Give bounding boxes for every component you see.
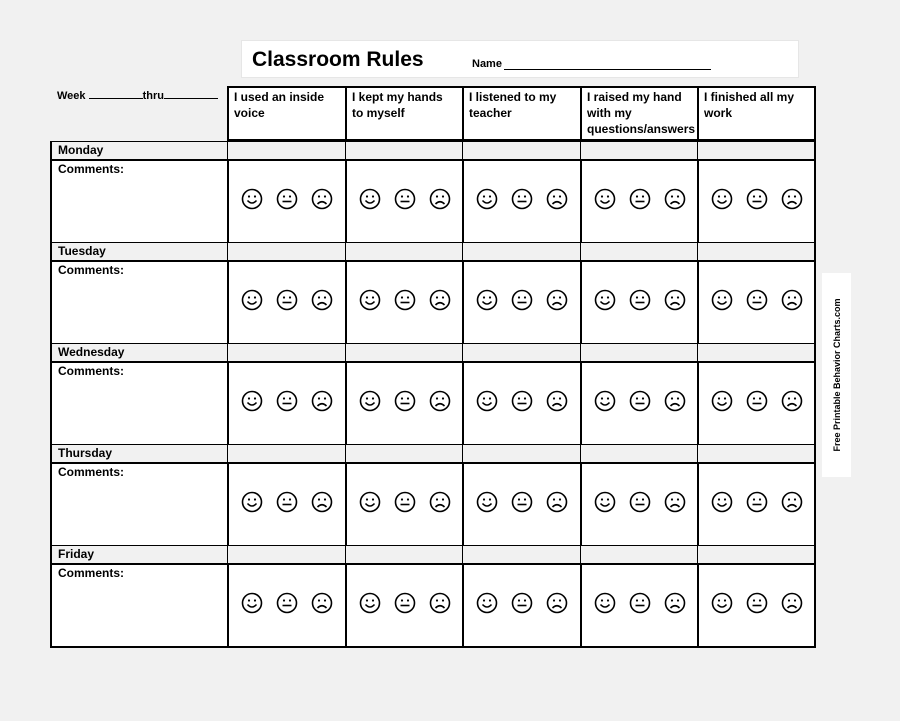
sad-face-icon[interactable] (429, 188, 451, 215)
rating-cell[interactable] (345, 563, 464, 648)
neutral-face-icon[interactable] (511, 390, 533, 417)
rule-header-1: I used an inside voice (227, 86, 347, 141)
neutral-face-icon[interactable] (629, 289, 651, 316)
rating-cell[interactable] (227, 462, 347, 547)
smiley-face-icon[interactable] (594, 188, 616, 215)
sad-face-icon[interactable] (546, 390, 568, 417)
smiley-face-icon[interactable] (594, 592, 616, 619)
rating-cell[interactable] (462, 260, 582, 345)
neutral-face-icon[interactable] (276, 188, 298, 215)
day-rating-header (697, 545, 816, 564)
rating-cell[interactable] (462, 563, 582, 648)
smiley-face-icon[interactable] (594, 289, 616, 316)
sad-face-icon[interactable] (664, 390, 686, 417)
smiley-face-icon[interactable] (476, 491, 498, 518)
neutral-face-icon[interactable] (629, 491, 651, 518)
sad-face-icon[interactable] (546, 289, 568, 316)
neutral-face-icon[interactable] (511, 289, 533, 316)
rating-cell[interactable] (580, 159, 699, 244)
watermark-text: Free Printable Behavior Charts.com (831, 298, 842, 452)
smiley-face-icon[interactable] (476, 390, 498, 417)
behavior-chart-grid (50, 86, 816, 645)
neutral-face-icon[interactable] (746, 491, 768, 518)
rule-header-3: I listened to my teacher (462, 86, 582, 141)
neutral-face-icon[interactable] (276, 289, 298, 316)
rating-cell[interactable] (580, 260, 699, 345)
smiley-face-icon[interactable] (711, 188, 733, 215)
name-field-line (504, 69, 711, 70)
sad-face-icon[interactable] (429, 390, 451, 417)
rule-header-4: I raised my hand with my questions/answers (580, 86, 699, 141)
sad-face-icon[interactable] (781, 289, 803, 316)
day-rating-header (462, 242, 581, 261)
sad-face-icon[interactable] (311, 289, 333, 316)
smiley-face-icon[interactable] (594, 390, 616, 417)
neutral-face-icon[interactable] (746, 592, 768, 619)
neutral-face-icon[interactable] (746, 188, 768, 215)
smiley-face-icon[interactable] (711, 592, 733, 619)
sad-face-icon[interactable] (781, 491, 803, 518)
day-rating-header (345, 545, 463, 564)
sad-face-icon[interactable] (781, 188, 803, 215)
smiley-face-icon[interactable] (241, 390, 263, 417)
rating-cell[interactable] (462, 462, 582, 547)
comments-cell (50, 563, 229, 648)
neutral-face-icon[interactable] (276, 491, 298, 518)
sad-face-icon[interactable] (546, 188, 568, 215)
day-rating-header (345, 242, 463, 261)
rating-cell[interactable] (227, 563, 347, 648)
comments-label: Comments: (58, 364, 125, 378)
day-rating-header (697, 343, 816, 362)
smiley-face-icon[interactable] (711, 289, 733, 316)
day-rating-header (227, 545, 346, 564)
day-rating-header (227, 242, 346, 261)
neutral-face-icon[interactable] (394, 592, 416, 619)
sad-face-icon[interactable] (664, 491, 686, 518)
neutral-face-icon[interactable] (629, 592, 651, 619)
rating-cell[interactable] (697, 260, 816, 345)
day-rating-header (345, 444, 463, 463)
day-rating-header (580, 242, 698, 261)
day-rating-header (580, 343, 698, 362)
smiley-face-icon[interactable] (594, 491, 616, 518)
rating-cell[interactable] (697, 462, 816, 547)
rating-cell[interactable] (227, 361, 347, 446)
comments-cell (50, 260, 229, 345)
smiley-face-icon[interactable] (476, 289, 498, 316)
page-title: Classroom Rules (252, 48, 424, 71)
day-label-tuesday: Tuesday (50, 242, 228, 261)
day-rating-header (345, 343, 463, 362)
smiley-face-icon[interactable] (476, 188, 498, 215)
comments-cell (50, 159, 229, 244)
smiley-face-icon[interactable] (241, 592, 263, 619)
sad-face-icon[interactable] (311, 188, 333, 215)
rating-cell[interactable] (227, 260, 347, 345)
neutral-face-icon[interactable] (394, 390, 416, 417)
sad-face-icon[interactable] (664, 592, 686, 619)
day-rating-header (227, 444, 346, 463)
smiley-face-icon[interactable] (711, 491, 733, 518)
day-rating-header (462, 141, 581, 160)
sad-face-icon[interactable] (664, 188, 686, 215)
smiley-face-icon[interactable] (241, 188, 263, 215)
rating-cell[interactable] (345, 462, 464, 547)
rating-cell[interactable] (580, 462, 699, 547)
day-label-monday: Monday (50, 141, 228, 160)
comments-label: Comments: (58, 162, 125, 176)
day-label-friday: Friday (50, 545, 228, 564)
day-rating-header (462, 444, 581, 463)
smiley-face-icon[interactable] (359, 491, 381, 518)
day-rating-header (697, 444, 816, 463)
neutral-face-icon[interactable] (511, 188, 533, 215)
sad-face-icon[interactable] (546, 592, 568, 619)
neutral-face-icon[interactable] (276, 390, 298, 417)
neutral-face-icon[interactable] (629, 188, 651, 215)
day-label-thursday: Thursday (50, 444, 228, 463)
comments-cell (50, 361, 229, 446)
sad-face-icon[interactable] (429, 491, 451, 518)
neutral-face-icon[interactable] (394, 491, 416, 518)
sad-face-icon[interactable] (429, 289, 451, 316)
neutral-face-icon[interactable] (511, 491, 533, 518)
smiley-face-icon[interactable] (359, 289, 381, 316)
comments-cell (50, 462, 229, 547)
comments-label: Comments: (58, 465, 125, 479)
neutral-face-icon[interactable] (511, 592, 533, 619)
rating-cell[interactable] (462, 361, 582, 446)
neutral-face-icon[interactable] (629, 390, 651, 417)
day-rating-header (697, 141, 816, 160)
rating-cell[interactable] (580, 563, 699, 648)
day-rating-header (227, 343, 346, 362)
day-rating-header (227, 141, 346, 160)
smiley-face-icon[interactable] (711, 390, 733, 417)
smiley-face-icon[interactable] (359, 592, 381, 619)
neutral-face-icon[interactable] (394, 289, 416, 316)
neutral-face-icon[interactable] (276, 592, 298, 619)
rule-header-2: I kept my hands to myself (345, 86, 464, 141)
rating-cell[interactable] (345, 159, 464, 244)
rating-cell[interactable] (697, 563, 816, 648)
rating-cell[interactable] (697, 361, 816, 446)
rating-cell[interactable] (580, 361, 699, 446)
day-rating-header (462, 545, 581, 564)
sad-face-icon[interactable] (429, 592, 451, 619)
week-label: Week (57, 90, 86, 102)
smiley-face-icon[interactable] (359, 390, 381, 417)
sad-face-icon[interactable] (781, 592, 803, 619)
sad-face-icon[interactable] (311, 390, 333, 417)
comments-label: Comments: (58, 263, 125, 277)
rule-header-5: I finished all my work (697, 86, 816, 141)
name-label: Name (472, 58, 502, 70)
watermark (822, 273, 851, 477)
thru-label: thru (142, 90, 164, 102)
day-rating-header (580, 444, 698, 463)
neutral-face-icon[interactable] (746, 289, 768, 316)
neutral-face-icon[interactable] (394, 188, 416, 215)
sad-face-icon[interactable] (311, 592, 333, 619)
smiley-face-icon[interactable] (476, 592, 498, 619)
day-rating-header (580, 141, 698, 160)
sad-face-icon[interactable] (664, 289, 686, 316)
rating-cell[interactable] (345, 260, 464, 345)
sad-face-icon[interactable] (546, 491, 568, 518)
rating-cell[interactable] (227, 159, 347, 244)
rating-cell[interactable] (697, 159, 816, 244)
smiley-face-icon[interactable] (241, 491, 263, 518)
day-rating-header (580, 545, 698, 564)
rating-cell[interactable] (345, 361, 464, 446)
comments-label: Comments: (58, 566, 125, 580)
rating-cell[interactable] (462, 159, 582, 244)
day-rating-header (462, 343, 581, 362)
day-rating-header (697, 242, 816, 261)
sad-face-icon[interactable] (781, 390, 803, 417)
smiley-face-icon[interactable] (241, 289, 263, 316)
neutral-face-icon[interactable] (746, 390, 768, 417)
sad-face-icon[interactable] (311, 491, 333, 518)
smiley-face-icon[interactable] (359, 188, 381, 215)
title-box (241, 40, 799, 78)
day-rating-header (345, 141, 463, 160)
day-label-wednesday: Wednesday (50, 343, 228, 362)
